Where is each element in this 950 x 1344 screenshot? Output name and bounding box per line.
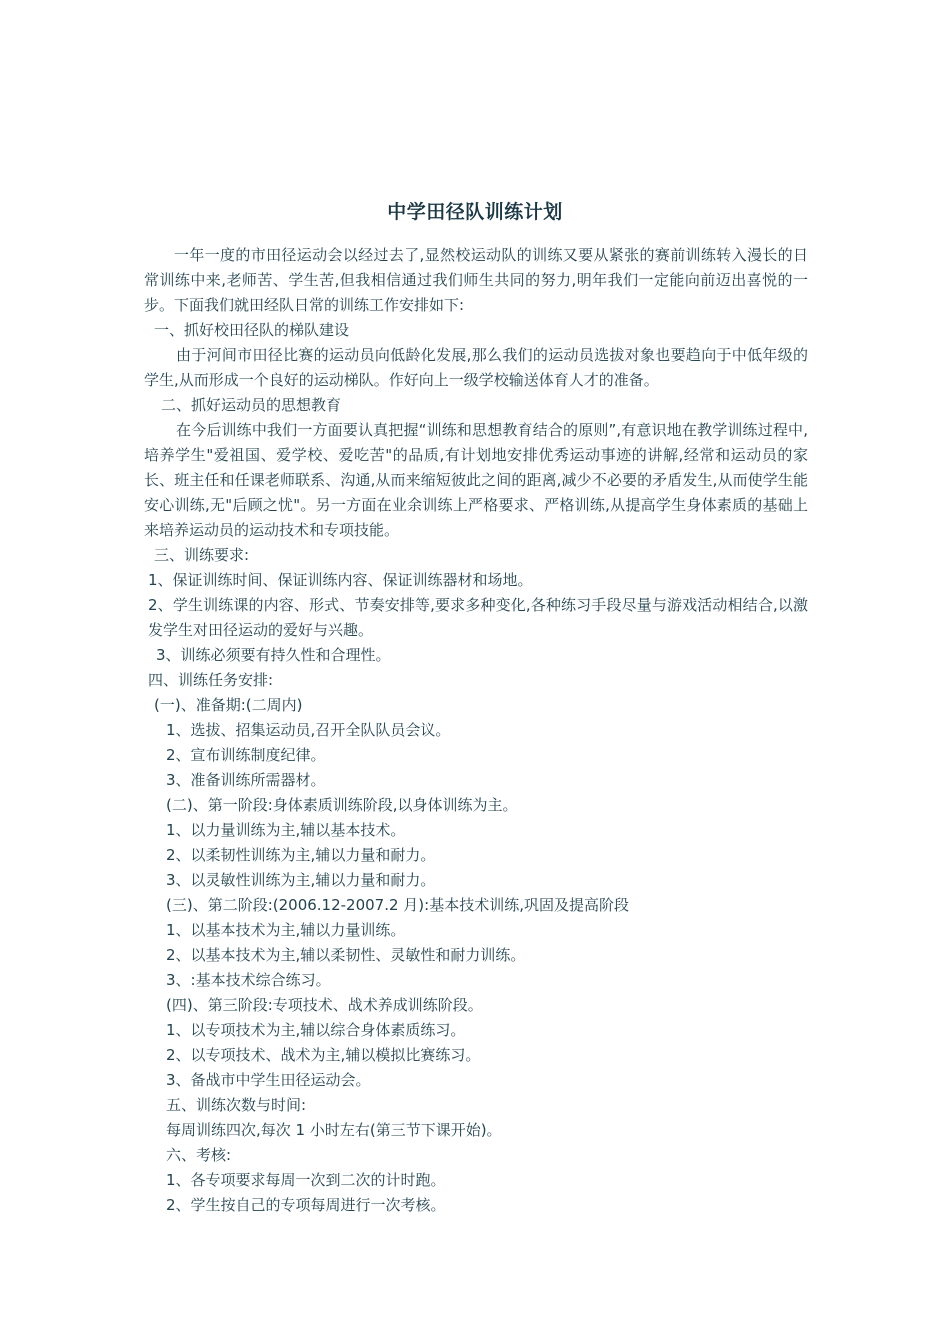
section1-heading: 一、抓好校田径队的梯队建设: [154, 321, 350, 339]
section4-heading: 四、训练任务安排:: [148, 671, 274, 689]
document-body: [144, 243, 808, 1218]
phase1-item-3: 3、以灵敏性训练为主,辅以力量和耐力。: [166, 871, 436, 889]
section3-item-1: 1、保证训练时间、保证训练内容、保证训练器材和场地。: [148, 571, 533, 589]
page-title: 中学田径队训练计划: [387, 201, 563, 223]
section6-item-1: 1、各专项要求每周一次到二次的计时跑。: [166, 1171, 446, 1189]
phase0-heading: (一)、准备期:(二周内): [154, 696, 303, 714]
phase3-item-2: 2、以专项技术、战术为主,辅以模拟比赛练习。: [166, 1046, 481, 1064]
phase1-item-2: 2、以柔韧性训练为主,辅以力量和耐力。: [166, 846, 436, 864]
phase2-item-2: 2、以基本技术为主,辅以柔韧性、灵敏性和耐力训练。: [166, 946, 526, 964]
phase2-item-1: 1、以基本技术为主,辅以力量训练。: [166, 921, 406, 939]
phase1-heading: (二)、第一阶段:身体素质训练阶段,以身体训练为主。: [166, 796, 518, 814]
phase0-item-1: 1、选拔、招集运动员,召开全队队员会议。: [166, 721, 451, 739]
section2-heading: 二、抓好运动员的思想教育: [161, 396, 342, 414]
section6-item-2: 2、学生按自己的专项每周进行一次考核。: [166, 1196, 446, 1214]
phase2-item-3: 3、:基本技术综合练习。: [166, 971, 331, 989]
section5-text: 每周训练四次,每次 1 小时左右(第三节下课开始)。: [166, 1121, 502, 1139]
phase2-heading: (三)、第二阶段:(2006.12-2007.2 月):基本技术训练,巩固及提高阶段: [166, 896, 629, 914]
section5-heading: 五、训练次数与时间:: [166, 1096, 307, 1114]
phase0-item-3: 3、准备训练所需器材。: [166, 771, 326, 789]
section1-paragraph: 由于河间市田径比赛的运动员向低龄化发展,那么我们的运动员选拔对象也要趋向于中低年级的学生,从而形成一个良好的运动梯队。作好向上一级学校输送体育人才的准备。: [144, 346, 808, 389]
intro-paragraph: 一年一度的市田径运动会以经过去了,显然校运动队的训练又要从紧张的赛前训练转入漫长的日常训练中来,老师苦、学生苦,但我相信通过我们师生共同的努力,明年我们一定能向前迈出喜悦的一步。下面我们就田经队日常的训练工作安排如下:: [144, 246, 808, 314]
section3-item-3: 3、训练必须要有持久性和合理性。: [156, 646, 391, 664]
phase3-item-1: 1、以专项技术为主,辅以综合身体素质练习。: [166, 1021, 466, 1039]
section6-heading: 六、考核:: [166, 1146, 232, 1164]
phase3-item-3: 3、备战市中学生田径运动会。: [166, 1071, 371, 1089]
phase1-item-1: 1、以力量训练为主,辅以基本技术。: [166, 821, 406, 839]
section3-item-2: 2、学生训练课的内容、形式、节奏安排等,要求多种变化,各种练习手段尽量与游戏活动相结合,以激发学生对田径运动的爱好与兴趣。: [148, 596, 808, 639]
section3-heading: 三、训练要求:: [154, 546, 250, 564]
section2-paragraph: 在今后训练中我们一方面要认真把握“训练和思想教育结合的原则”,有意识地在教学训练过程中,培养学生"爱祖国、爱学校、爱吃苦"的品质,有计划地安排优秀运动事迹的讲解,经常和运动员的家长、班主任和任课老师联系、沟通,从而来缩短彼此之间的距离,减少不必要的矛盾发生,从而使学生能安心训练,无"后顾之忧"。另一方面在业余训练上严格要求、严格训练,从提高学生身体素质的基础上来培养运动员的运动技术和专项技能。: [144, 421, 808, 539]
phase0-item-2: 2、宣布训练制度纪律。: [166, 746, 326, 764]
phase3-heading: (四)、第三阶段:专项技术、战术养成训练阶段。: [166, 996, 483, 1014]
